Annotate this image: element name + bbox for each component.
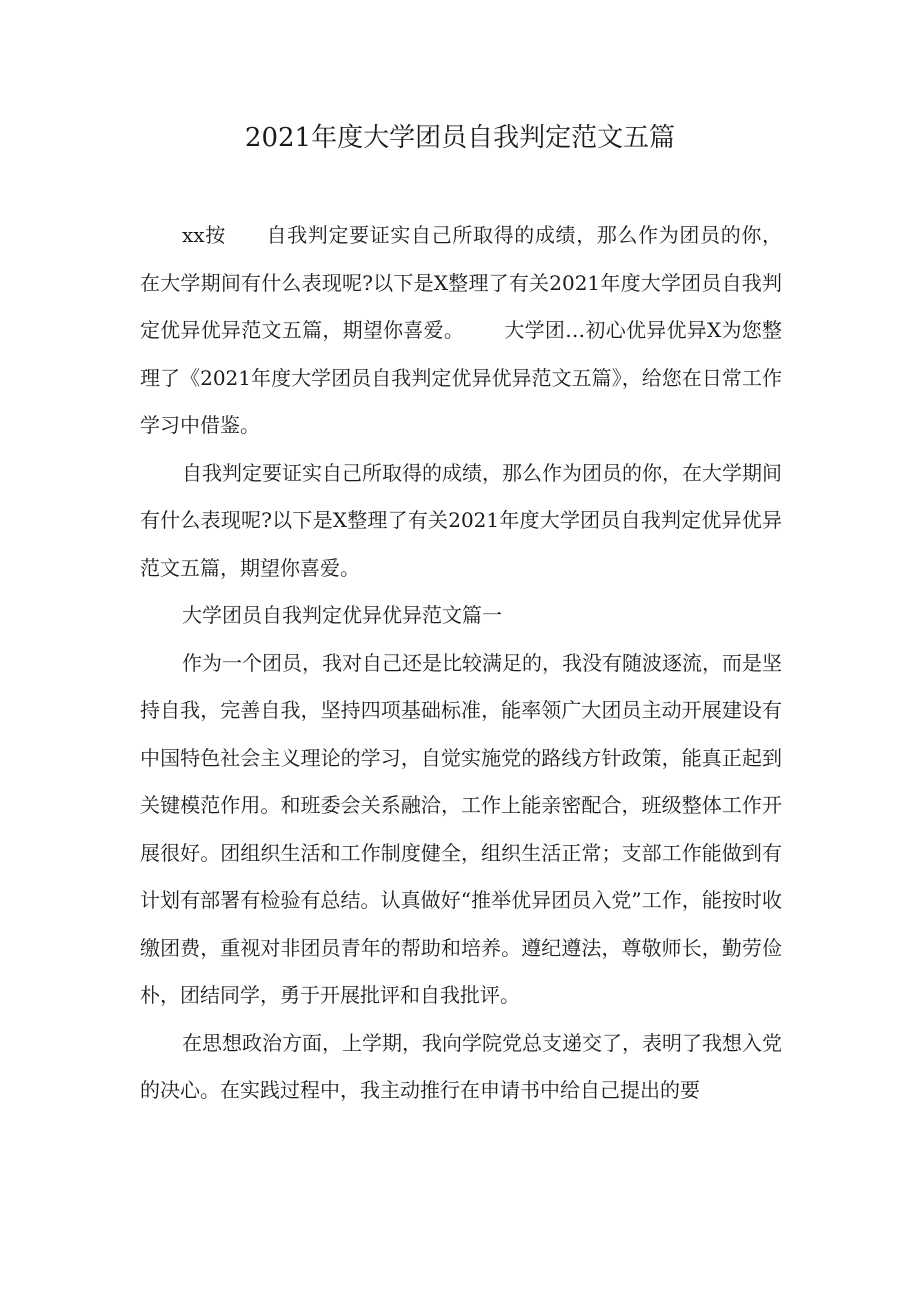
intro-lead: xx按 bbox=[182, 223, 226, 247]
document-body bbox=[140, 212, 782, 1115]
section-heading: 大学团员自我判定优异优异范文篇一 bbox=[182, 603, 502, 627]
paragraph-body-2: 在思想政治方面，上学期，我向学院党总支递交了，表明了我想入党的决心。在实践过程中，我主动推行在申请书中给自己提出的要 bbox=[140, 1030, 782, 1102]
intro-text: 自我判定要证实自己所取得的成绩，那么作为团员的你，在大学期间有什么表现呢?以下是X整理了有关2021年度大学团员自我判定优异优异范文五篇，期望你喜爱。 bbox=[140, 223, 783, 342]
paragraph-body-1: 作为一个团员，我对自己还是比较满足的，我没有随波逐流，而是坚持自我，完善自我，坚持四项基础标准，能率领广大团员主动开展建设有中国特色社会主义理论的学习，自觉实施党的路线方针政策，能真正起到关键模范作用。和班委会关系融洽，工作上能亲密配合，班级整体工作开展很好。团组织生活和工作制度健全，组织生活正常；支部工作能做到有计划有部署有检验有总结。认真做好“推举优异团员入党”工作，能按时收缴团费，重视对非团员青年的帮助和培养。遵纪遵法，尊敬师长，勤劳俭朴，团结同学，勇于开展批评和自我批评。 bbox=[140, 650, 782, 1007]
paragraph-intro bbox=[140, 212, 782, 450]
intro-tail-lead: 大学团…初心优异优异 bbox=[504, 318, 707, 342]
intro-tail: X为您整理了《2021年度大学团员自我判定优异优异范文五篇》，给您在日常工作学习中借鉴。 bbox=[140, 318, 782, 437]
paragraph-summary: 自我判定要证实自己所取得的成绩，那么作为团员的你，在大学期间有什么表现呢?以下是X整理了有关2021年度大学团员自我判定优异优异范文五篇，期望你喜爱。 bbox=[140, 460, 782, 580]
document-title: 2021年度大学团员自我判定范文五篇 bbox=[244, 123, 676, 153]
